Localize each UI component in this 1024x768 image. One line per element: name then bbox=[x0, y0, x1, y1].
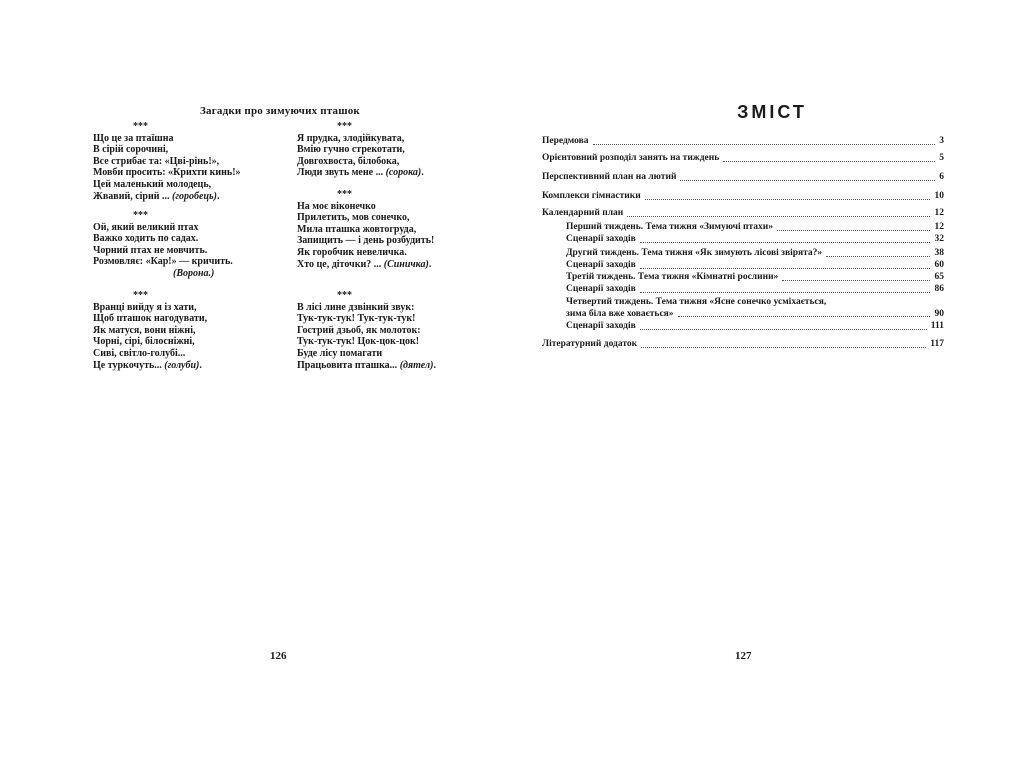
riddle-line: Це туркочуть... bbox=[93, 359, 162, 371]
riddle-end: . bbox=[428, 258, 432, 270]
toc-entry-title-continued: зима біла вже ховається» bbox=[566, 309, 674, 319]
riddle-line: Люди звуть мене ... bbox=[297, 167, 384, 179]
toc-entry-title: Сценарії заходів bbox=[566, 234, 636, 244]
toc-entry[interactable] bbox=[542, 135, 944, 148]
riddle-line: Мовби просить: «Крихти кинь!» bbox=[93, 167, 241, 179]
toc-entry-page: 3 bbox=[939, 136, 944, 146]
toc-entry-page: 6 bbox=[939, 172, 944, 182]
riddle-end: . bbox=[199, 359, 202, 371]
toc-entry[interactable] bbox=[542, 171, 944, 184]
page-number-right: 127 bbox=[735, 650, 752, 662]
riddle-line: Сиві, світло-голубі... bbox=[93, 347, 186, 359]
toc-entry-page: 10 bbox=[934, 191, 944, 201]
riddle-line: В лісі лине дзвінкий звук: bbox=[297, 301, 415, 313]
riddle-line: Вмію гучно стрекотати, bbox=[297, 144, 405, 156]
riddle-line: Як матуся, вони ніжні, bbox=[93, 324, 196, 336]
riddle-answer: (сорока) bbox=[385, 167, 422, 179]
toc-entry[interactable] bbox=[542, 338, 944, 351]
toc-entry-title: Літературний додаток bbox=[542, 339, 638, 349]
right-page bbox=[512, 0, 1024, 768]
toc-leader-dots bbox=[640, 268, 930, 269]
toc-entry-page: 90 bbox=[934, 309, 944, 319]
riddle-line: На моє віконечко bbox=[297, 200, 376, 212]
riddle-magpie bbox=[297, 121, 467, 179]
riddle-tit bbox=[297, 189, 467, 270]
riddle-answer: (Синичка) bbox=[383, 258, 429, 270]
riddle-answer: (горобець) bbox=[172, 190, 217, 202]
toc-title: ЗМІСТ bbox=[737, 102, 807, 122]
section-title: Загадки про зимуючих пташок bbox=[200, 105, 360, 117]
riddle-line: Чорні, сірі, білосніжні, bbox=[93, 336, 195, 348]
toc-entry[interactable] bbox=[542, 152, 944, 165]
toc-entry-page: 32 bbox=[934, 234, 944, 244]
toc-entry-page: 12 bbox=[934, 222, 944, 232]
riddle-last-line bbox=[297, 167, 467, 179]
riddle-line: Гострий дзьоб, як молоток: bbox=[297, 324, 421, 336]
riddle-last-line bbox=[93, 360, 263, 372]
riddle-line: Буде лісу помагати bbox=[297, 347, 383, 359]
toc-entry-page: 38 bbox=[934, 248, 944, 258]
toc-leader-dots bbox=[640, 292, 930, 293]
riddle-line: Жвавий, сірий ... bbox=[93, 190, 170, 202]
riddle-line: В сірій сорочині, bbox=[93, 144, 169, 156]
toc-entry-page: 60 bbox=[934, 260, 944, 270]
toc-leader-dots bbox=[826, 256, 930, 257]
toc-leader-dots bbox=[641, 347, 926, 348]
riddle-last-line bbox=[93, 191, 263, 203]
riddle-answer: (голуби) bbox=[164, 359, 200, 371]
toc-entry-title: Четвертий тиждень. Тема тижня «Ясне сонечко усміхається, bbox=[566, 297, 827, 307]
toc-entry-title: Календарний план bbox=[542, 208, 624, 218]
riddle-separator: *** bbox=[133, 210, 148, 221]
riddle-line: Тук-тук-тук! Цок-цок-цок! bbox=[297, 336, 420, 348]
riddle-line: Цей маленький молодець, bbox=[93, 178, 212, 190]
toc-entry-title: Сценарії заходів bbox=[566, 284, 636, 294]
riddle-answer: (Ворона.) bbox=[173, 267, 215, 279]
riddle-line: Тук-тук-тук! Тук-тук-тук! bbox=[297, 313, 416, 325]
toc-leader-dots bbox=[640, 242, 930, 243]
riddle-line: Розмовляє: «Кар!» — кричить. bbox=[93, 256, 233, 268]
toc-entry-title: Комплекси гімнастики bbox=[542, 191, 641, 201]
riddle-line: Важко ходить по садах. bbox=[93, 233, 199, 245]
toc-entry-title: Сценарії заходів bbox=[566, 321, 636, 331]
toc-entry[interactable] bbox=[566, 233, 944, 246]
toc-entry-page: 117 bbox=[930, 339, 944, 349]
toc-entry-page: 86 bbox=[934, 284, 944, 294]
toc-leader-dots bbox=[777, 230, 930, 231]
riddle-line: Запищить — і день розбудить! bbox=[297, 235, 435, 247]
toc-entry-title: Другий тиждень. Тема тижня «Як зимують лісові звірята?» bbox=[566, 248, 823, 258]
toc-leader-dots bbox=[723, 161, 935, 162]
toc-leader-dots bbox=[593, 144, 935, 145]
riddle-line: Як горобчик невеличка. bbox=[297, 246, 407, 258]
riddle-line: Хто це, діточки? ... bbox=[297, 258, 382, 270]
toc-leader-dots bbox=[627, 216, 930, 217]
toc-entry[interactable] bbox=[542, 207, 944, 220]
riddle-line: Я прудка, злодійкувата, bbox=[297, 132, 405, 144]
toc-entry-page: 111 bbox=[930, 321, 944, 331]
riddle-line: Чорний птах не мовчить. bbox=[93, 244, 208, 256]
riddle-line: Все стрибає та: «Цві-рінь!», bbox=[93, 155, 220, 167]
toc-leader-dots bbox=[678, 316, 930, 317]
toc-entry[interactable] bbox=[542, 190, 944, 203]
toc-entry[interactable] bbox=[566, 296, 944, 320]
riddle-line: Що це за птаїшна bbox=[93, 132, 174, 144]
toc-entry-page: 12 bbox=[934, 208, 944, 218]
riddle-last-line bbox=[297, 360, 467, 372]
toc-leader-dots bbox=[782, 280, 930, 281]
riddle-line: Прилетить, мов сонечко, bbox=[297, 212, 410, 224]
riddle-crow bbox=[93, 210, 263, 280]
riddle-separator: *** bbox=[337, 290, 352, 301]
toc-entry-title: Сценарії заходів bbox=[566, 260, 636, 270]
riddle-separator: *** bbox=[337, 121, 352, 132]
toc-leader-dots bbox=[680, 180, 935, 181]
riddle-line: Вранці вийду я із хати, bbox=[93, 301, 197, 313]
toc-entry[interactable] bbox=[566, 283, 944, 296]
riddle-end: . bbox=[433, 359, 436, 371]
riddle-separator: *** bbox=[133, 121, 148, 132]
riddle-end: . bbox=[421, 167, 424, 179]
riddle-pigeons bbox=[93, 290, 263, 371]
riddle-separator: *** bbox=[133, 290, 148, 301]
toc-entry-title: Перший тиждень. Тема тижня «Зимуючі птахи» bbox=[566, 222, 773, 232]
toc-entry-title: Перспективний план на лютий bbox=[542, 172, 677, 182]
riddle-sparrow bbox=[93, 121, 263, 202]
toc-entry-page: 65 bbox=[934, 272, 944, 282]
riddle-line: Ой, який великий птах bbox=[93, 221, 199, 233]
riddle-line: Працьовита пташка... bbox=[297, 359, 398, 371]
toc-entry-page: 5 bbox=[939, 153, 944, 163]
riddle-end: . bbox=[216, 190, 220, 202]
toc-leader-dots bbox=[640, 329, 927, 330]
riddle-line: Мила пташка жовтогруда, bbox=[297, 223, 417, 235]
riddle-answer: (дятел) bbox=[399, 359, 434, 371]
toc-entry-title: Третій тиждень. Тема тижня «Кімнатні рослини» bbox=[566, 272, 779, 282]
toc-leader-dots bbox=[645, 199, 930, 200]
toc-entry-title: Передмова bbox=[542, 136, 589, 146]
toc-entry-title: Орієнтовний розподіл занять на тиждень bbox=[542, 153, 720, 163]
page-number-left: 126 bbox=[270, 650, 287, 662]
riddle-separator: *** bbox=[337, 189, 352, 200]
riddle-line: Щоб пташок нагодувати, bbox=[93, 313, 208, 325]
riddle-woodpecker bbox=[297, 290, 467, 371]
toc-entry[interactable] bbox=[566, 320, 944, 333]
riddle-last-line bbox=[297, 259, 467, 271]
riddle-line: Довгохвоста, білобока, bbox=[297, 155, 400, 167]
